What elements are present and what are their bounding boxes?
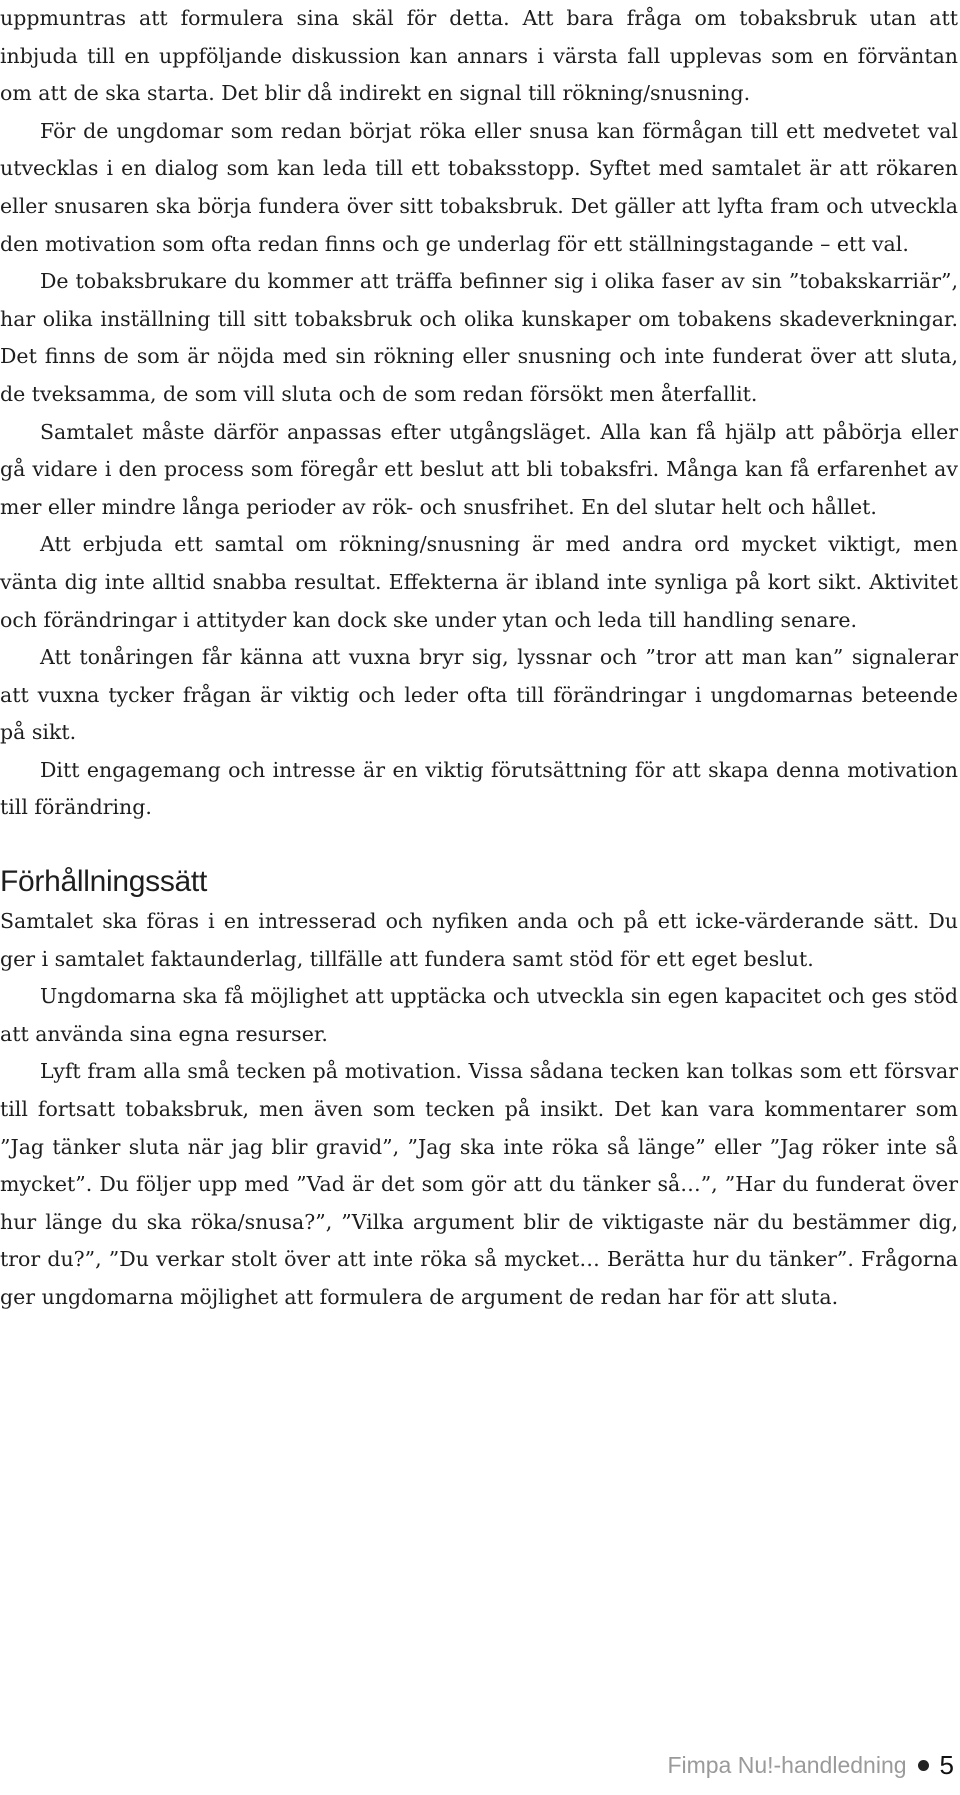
paragraph: Att tonåringen får känna att vuxna bryr sig, lyssnar och ”tror att man kan” signalerar att vuxna tycker frågan är viktig och leder ofta till förändringar i ungdomarnas beteende på sikt. (0, 645, 958, 745)
paragraph: Samtalet måste därför anpassas efter utgångsläget. Alla kan få hjälp att påbörja eller gå vidare i den process som föregår ett beslut att bli tobaksfri. Många kan få erfarenhet av mer eller mindre långa perioder av rök- och snusfrihet. En del slutar helt och hållet. (0, 419, 958, 519)
paragraph: För de ungdomar som redan börjat röka eller snusa kan förmågan till ett medvetet val utvecklas i en dialog som kan leda till ett tobaksstopp. Syftet med samtalet är att rökaren eller snusaren ska börja fundera över sitt tobaksbruk. Det gäller att lyfta fram och utveckla den motivation som ofta redan finns och ge underlag för ett ställningstagande – ett val. (0, 118, 958, 256)
paragraph: Ditt engagemang och intresse är en viktig förutsättning för att skapa denna motivation till förändring. (0, 757, 958, 820)
section-heading: Förhållningssätt (0, 865, 207, 899)
bullet-icon (918, 1760, 929, 1771)
paragraph: Ungdomarna ska få möjlighet att upptäcka och utveckla sin egen kapacitet och ges stöd att använda sina egna resurser. (0, 984, 958, 1046)
footer-title: Fimpa Nu!-handledning (667, 1752, 907, 1778)
paragraph: Lyft fram alla små tecken på motivation. Vissa sådana tecken kan tolkas som ett försvar till fortsatt tobaksbruk, men även som tecken på insikt. Det kan vara kommentarer som ”Jag tänker sluta när jag blir gravid”, ”Jag ska inte röka så länge” eller ”Jag röker inte så mycket”. Du följer upp med ”Vad är det som gör att du tänker så…”, ”Har du funderat över hur länge du ska röka/snusa?”, ”Vilka argument blir de viktigaste när du bestämmer dig, tror du?”, ”Du verkar stolt över att inte röka så mycket… Berätta hur du tänker”. Frågorna ger ungdomarna möjlighet att formulera de argument de redan har för att sluta. (0, 1059, 958, 1309)
paragraph: Samtalet ska föras i en intresserad och nyfiken anda och på ett icke-värderande sätt. Du ger i samtalet faktaunderlag, tillfälle att fundera samt stöd för ett eget beslut. (0, 909, 958, 971)
paragraph: uppmuntras att formulera sina skäl för detta. Att bara fråga om tobaksbruk utan att inbjuda till en uppföljande diskussion kan annars i värsta fall upplevas som en förväntan om att de ska starta. Det blir då indirekt en signal till rökning/snusning. (0, 6, 958, 106)
paragraph: De tobaksbrukare du kommer att träffa befinner sig i olika faser av sin ”tobakskarriär”, har olika inställning till sitt tobaksbruk och olika kunskaper om tobakens skadeverkningar. Det finns de som är nöjda med sin rökning eller snusning och inte funderat över att sluta, de tveksamma, de som vill sluta och de som redan försökt men återfallit. (0, 269, 958, 406)
paragraph: Att erbjuda ett samtal om rökning/snusning är med andra ord mycket viktigt, men vänta dig inte alltid snabba resultat. Effekterna är ibland inte synliga på kort sikt. Aktivitet och förändringar i attityder kan dock ske under ytan och leda till handling senare. (0, 532, 958, 632)
page-footer (667, 1750, 954, 1780)
page-number: 5 (939, 1750, 954, 1780)
